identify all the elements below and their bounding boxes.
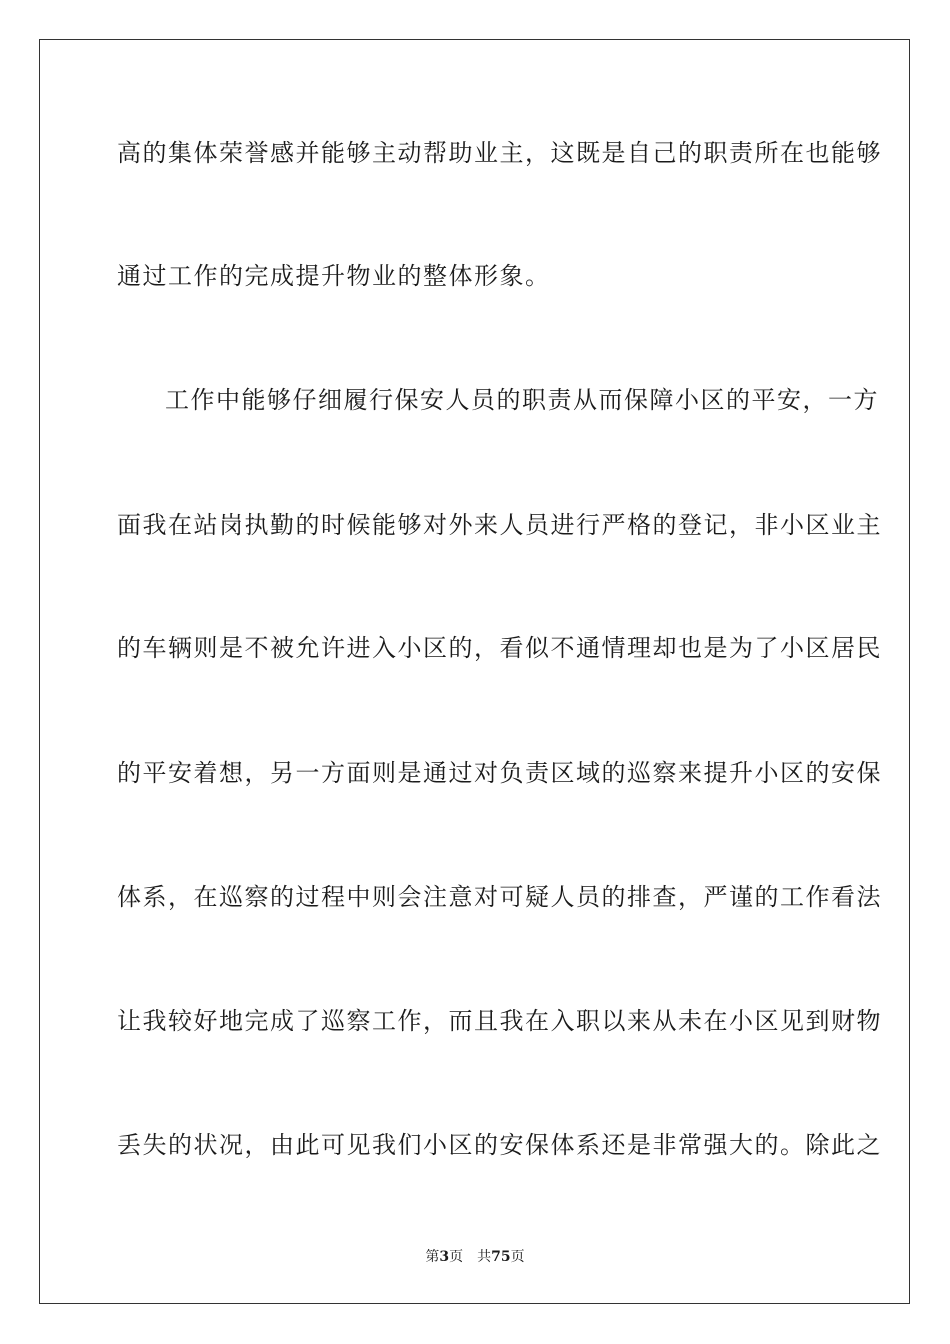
text-line: 面我在站岗执勤的时候能够对外来人员进行严格的登记，非小区业主 xyxy=(117,511,882,539)
text-line: 的平安着想，另一方面则是通过对负责区域的巡察来提升小区的安保 xyxy=(117,759,882,787)
page-total: 75 xyxy=(491,1249,511,1265)
text-line: 的车辆则是不被允许进入小区的，看似不通情理却也是为了小区居民 xyxy=(117,634,882,662)
text-line: 工作中能够仔细履行保安人员的职责从而保障小区的平安，一方 xyxy=(165,386,879,414)
text-line: 高的集体荣誉感并能够主动帮助业主，这既是自己的职责所在也能够 xyxy=(117,139,882,167)
page-footer xyxy=(0,1248,950,1266)
page-number: 3 xyxy=(439,1249,450,1265)
text-line: 丢失的状况，由此可见我们小区的安保体系还是非常强大的。除此之 xyxy=(117,1131,882,1159)
text-line: 让我较好地完成了巡察工作，而且我在入职以来从未在小区见到财物 xyxy=(117,1007,882,1035)
page-border xyxy=(39,39,910,1304)
text-line: 体系，在巡察的过程中则会注意对可疑人员的排查，严谨的工作看法 xyxy=(117,883,882,911)
total-suffix: 页 xyxy=(510,1249,525,1265)
page-suffix: 页 xyxy=(449,1249,464,1265)
total-prefix: 共 xyxy=(477,1249,492,1265)
text-line: 通过工作的完成提升物业的整体形象。 xyxy=(117,262,551,290)
page-prefix: 第 xyxy=(425,1249,440,1265)
